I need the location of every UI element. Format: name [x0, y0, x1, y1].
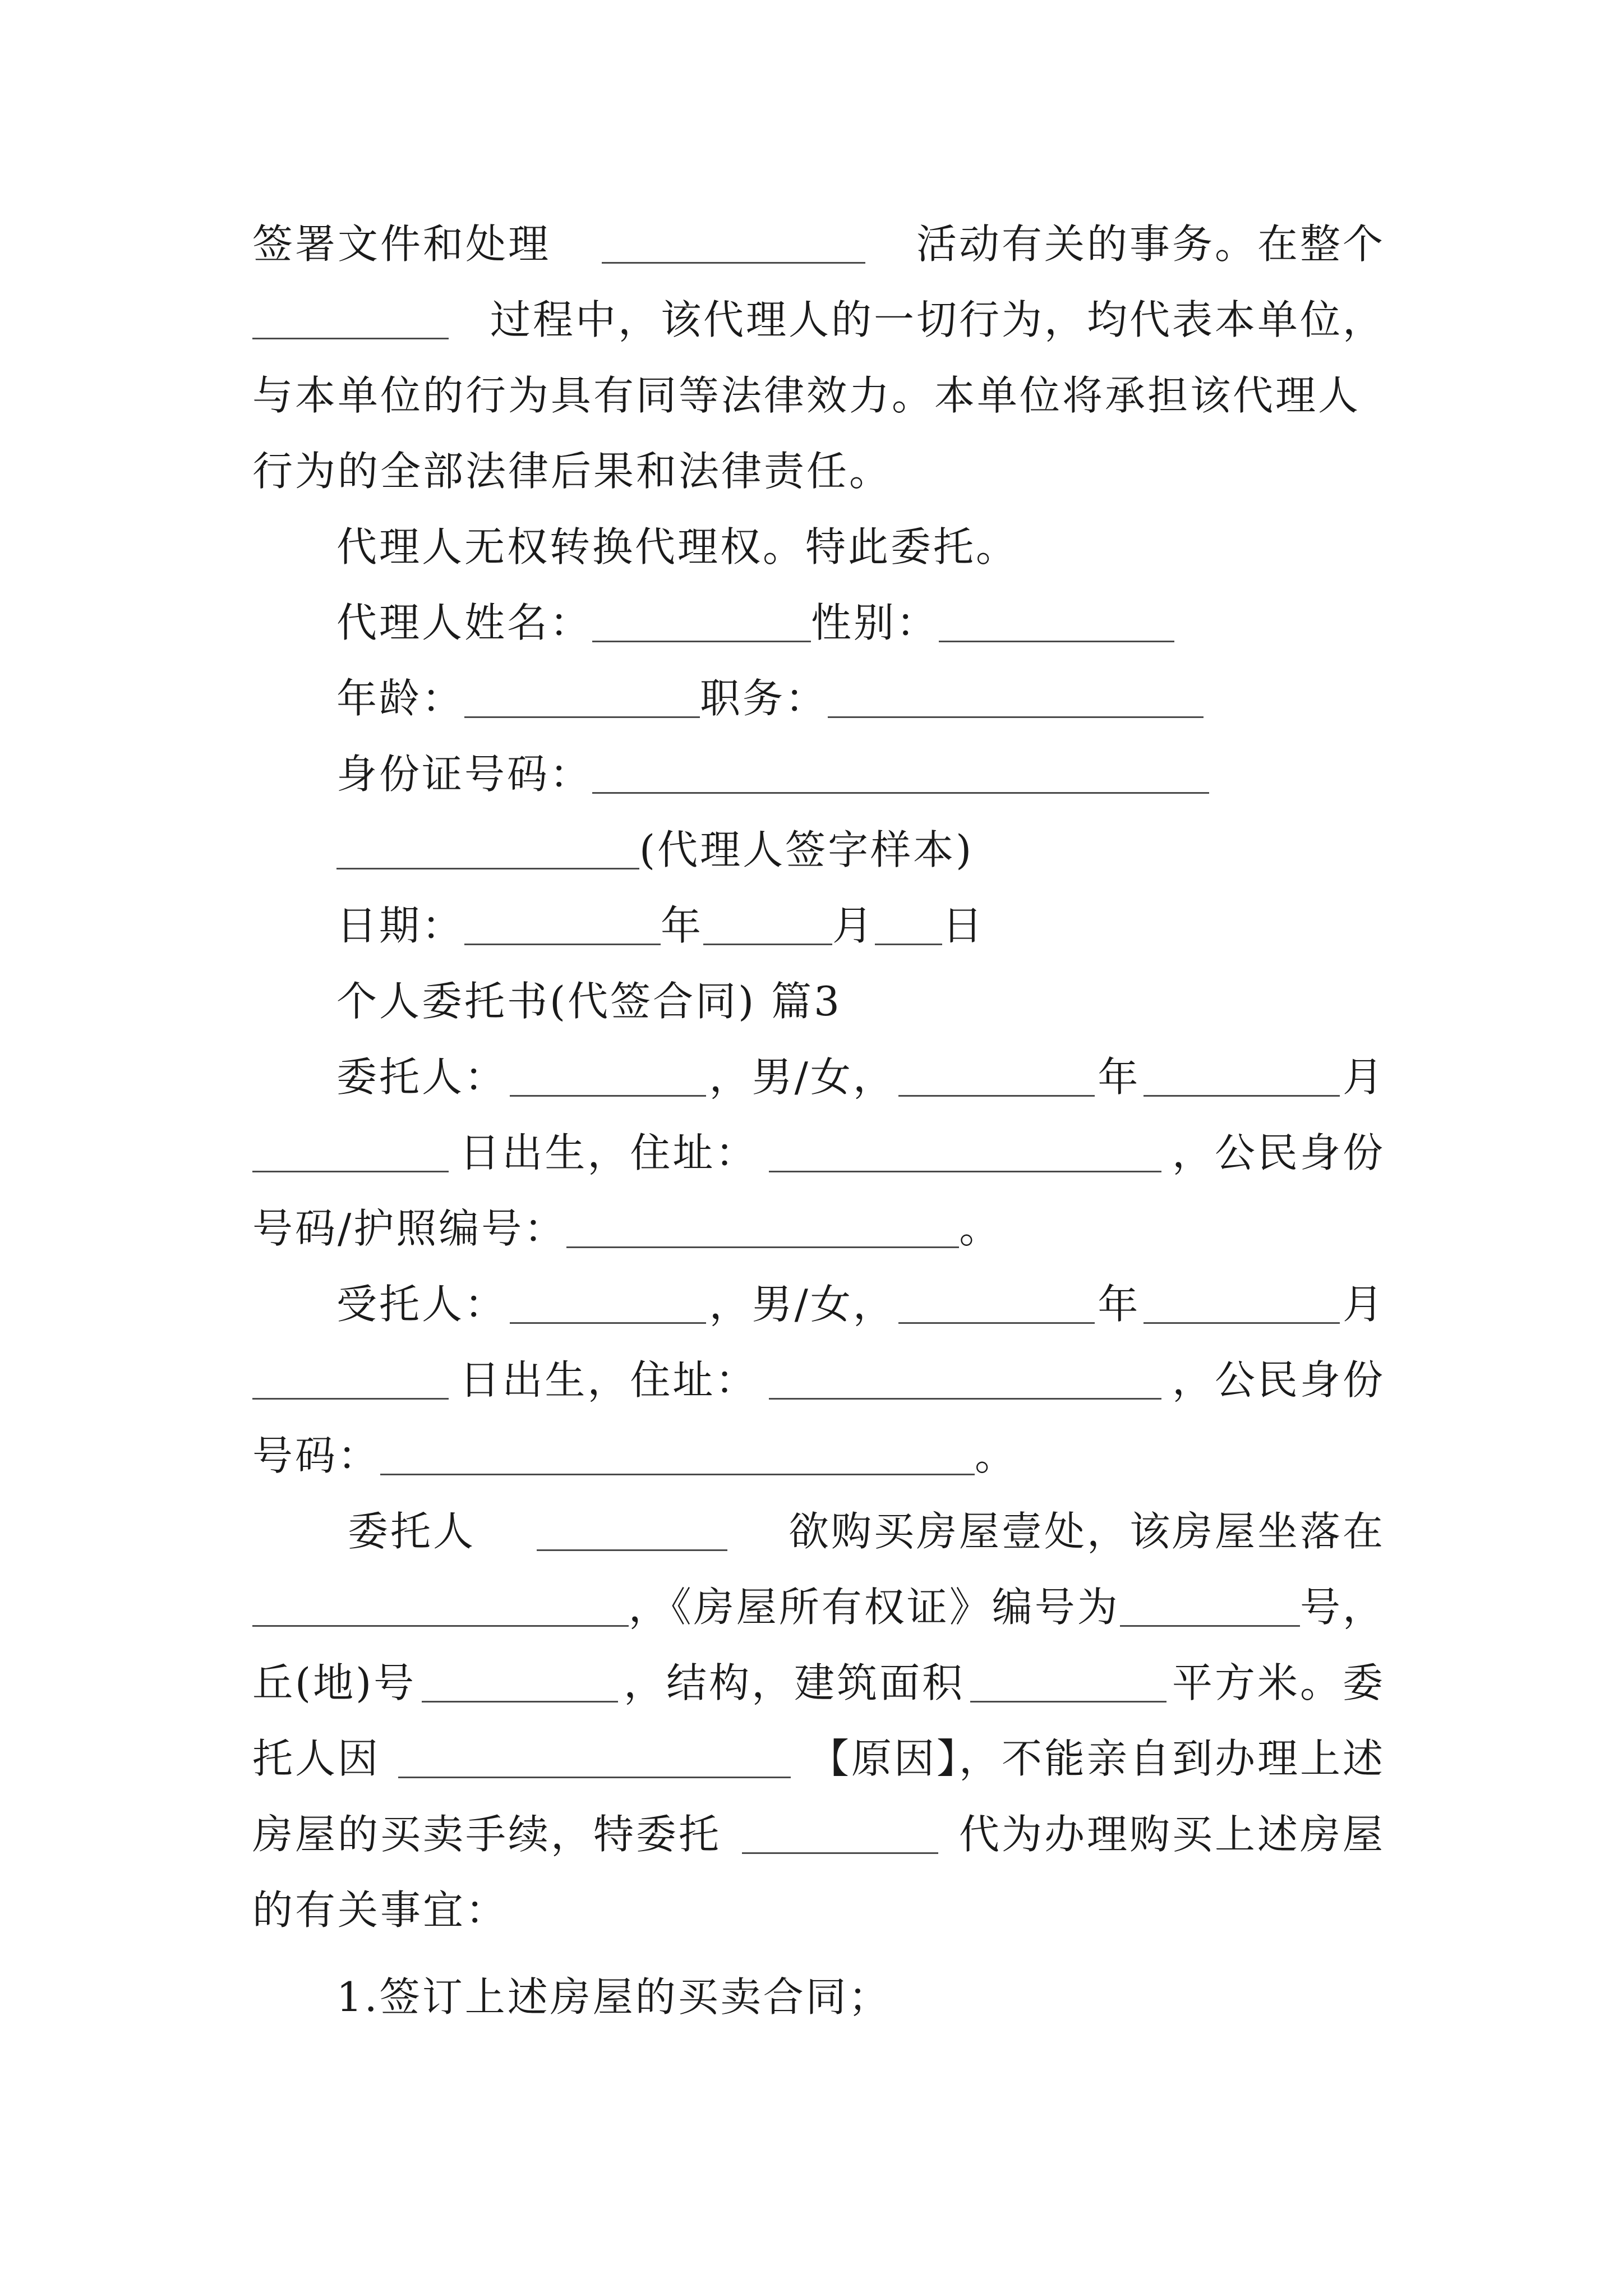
blank-field	[703, 907, 832, 945]
text-line: 委托人： ，男/女， 年 月	[336, 1053, 1385, 1101]
text-line: 与本单位的行为具有同等法律效力。本单位将承担该代理人	[252, 372, 1361, 419]
blank-field	[769, 1361, 1161, 1400]
blank-field	[939, 604, 1174, 642]
blank-field	[380, 1437, 975, 1475]
text-line: 代理人无权转换代理权。特此委托。	[336, 523, 1019, 570]
text-line: 日出生，住址： ，公民身份	[252, 1114, 1385, 1192]
list-item: 1.签订上述房屋的买卖合同；	[336, 1973, 891, 2021]
text-line: 委托人 欲购买房屋壹处，该房屋坐落在	[348, 1508, 1385, 1555]
blank-field	[398, 1740, 791, 1778]
blank-field	[510, 1058, 706, 1097]
blank-field	[970, 1664, 1166, 1703]
text-line: 日期： 年 月 日	[336, 902, 985, 949]
text-line: 年龄： 职务：	[336, 659, 1385, 738]
blank-field	[1144, 1058, 1340, 1097]
text-line: 过程中，该代理人的一切行为，均代表本单位，	[252, 280, 1385, 359]
section-heading: 个人委托书(代签合同) 篇3	[336, 978, 842, 1025]
blank-field	[252, 1588, 629, 1627]
blank-field	[1120, 1588, 1300, 1627]
blank-field	[592, 604, 811, 642]
blank-field	[464, 679, 700, 718]
text-line: 的有关事宜：	[252, 1887, 509, 1934]
blank-field	[464, 907, 661, 945]
signature-blank	[336, 831, 639, 869]
blank-field	[510, 1285, 706, 1324]
blank-field	[566, 1209, 959, 1248]
text-line: 受托人： ，男/女， 年 月	[336, 1281, 1385, 1328]
blank-field	[537, 1512, 727, 1551]
blank-field	[592, 755, 1209, 794]
blank-field	[1144, 1285, 1340, 1324]
blank-field	[422, 1664, 618, 1703]
text-line: 号码： 。	[252, 1432, 1018, 1479]
blank-field	[252, 1361, 449, 1400]
blank-field	[898, 1058, 1095, 1097]
blank-field	[252, 1134, 449, 1172]
text-line: 签署文件和处理 活动有关的事务。在整个	[252, 220, 1385, 268]
text-line: 行为的全部法律后果和法律责任。	[252, 448, 892, 495]
text-line: 托人因 【原因】，不能亲自到办理上述	[252, 1735, 1385, 1782]
blank-field	[875, 907, 942, 945]
blank-field	[898, 1285, 1095, 1324]
text-line: 丘(地)号 ，结构，建筑面积 平方米。委	[252, 1659, 1385, 1706]
text-line: 代理人姓名： 性别：	[336, 583, 1385, 662]
blank-field	[252, 301, 449, 339]
blank-field	[742, 1815, 938, 1854]
text-line: ，《房屋所有权证》编号为 号，	[252, 1568, 1385, 1646]
text-line: (代理人签字样本)	[336, 811, 1385, 889]
blank-field	[769, 1134, 1161, 1172]
text-line: 日出生，住址： ，公民身份	[252, 1341, 1385, 1419]
blank-field	[828, 679, 1204, 718]
blank-field	[602, 225, 865, 264]
text-line: 号码/护照编号： 。	[252, 1205, 1002, 1252]
text-line: 房屋的买卖手续，特委托 代为办理购买上述房屋	[252, 1811, 1385, 1858]
text-line: 身份证号码：	[336, 735, 1385, 813]
